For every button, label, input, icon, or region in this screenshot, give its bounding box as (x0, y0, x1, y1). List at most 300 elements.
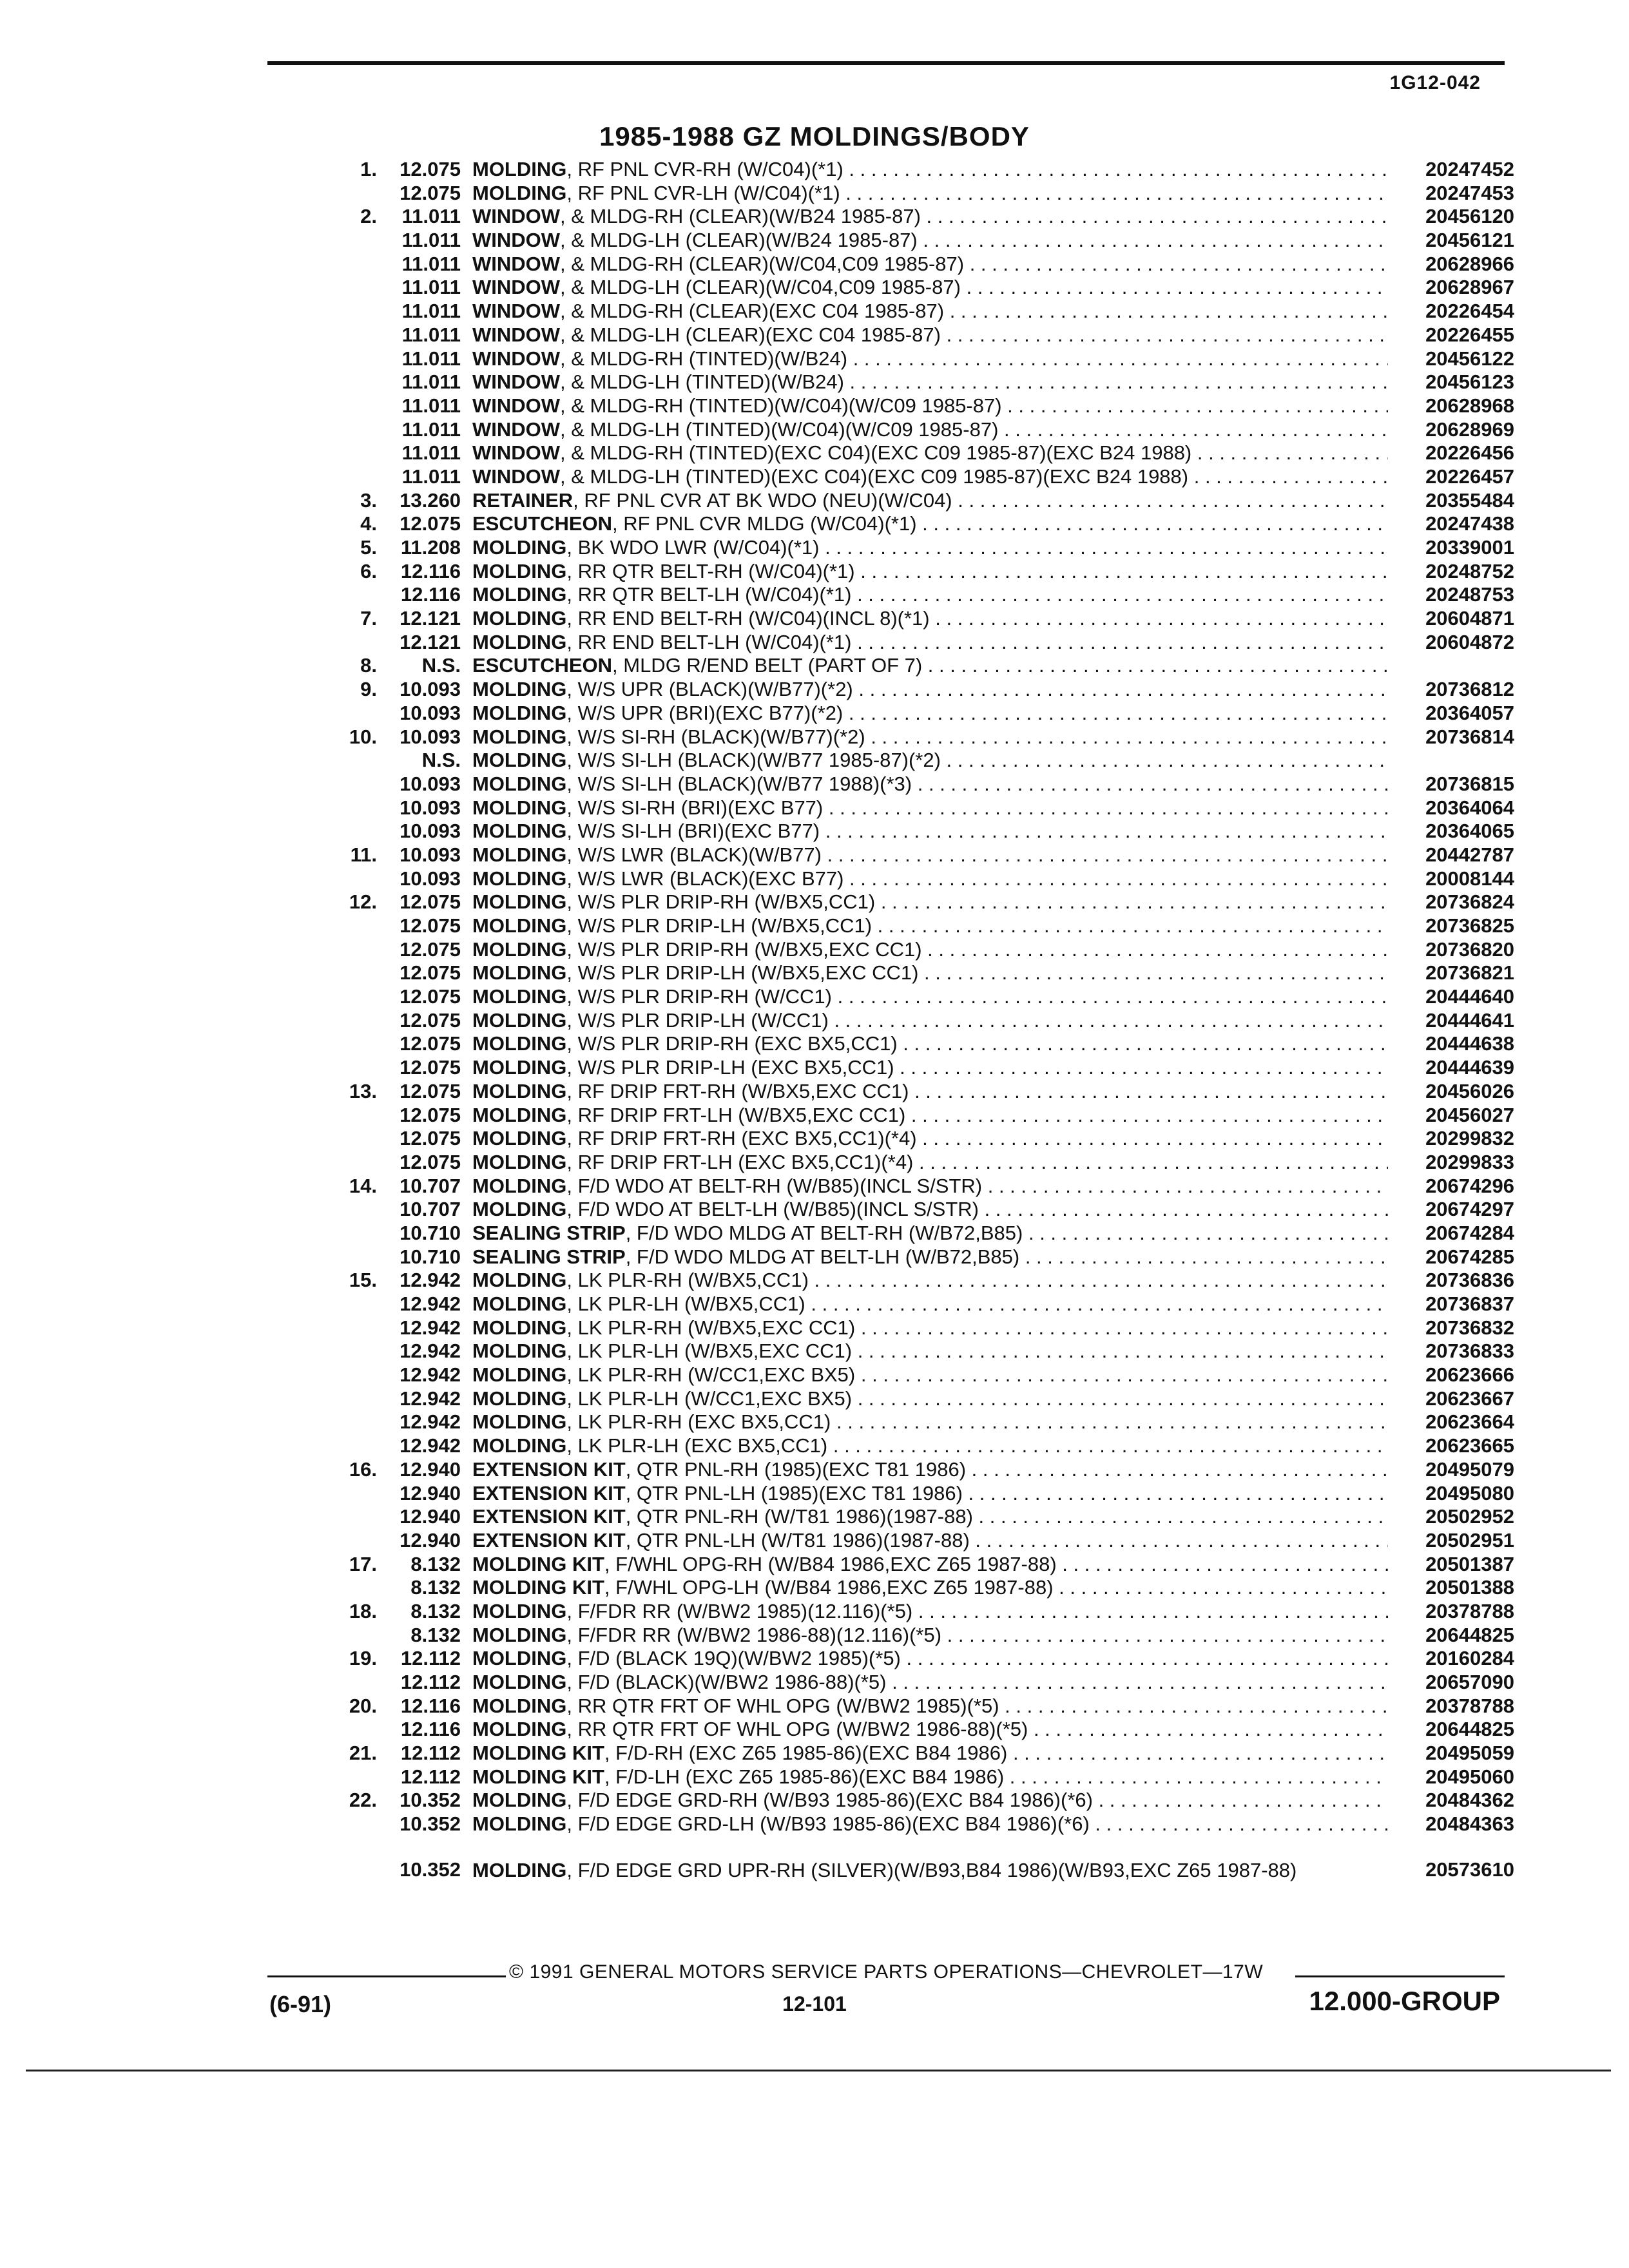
part-name: EXTENSION KIT (472, 1528, 626, 1552)
part-name: MOLDING (472, 937, 567, 961)
part-description (472, 1434, 1388, 1457)
part-number: 20736814 (1425, 725, 1514, 748)
part-row (303, 1458, 1514, 1482)
part-number: 20299832 (1425, 1127, 1514, 1150)
part-description (472, 370, 1388, 394)
part-description (472, 1009, 1388, 1032)
part-number: 20444639 (1425, 1056, 1514, 1079)
part-description (472, 1104, 1388, 1127)
part-spec: , BK WDO LWR (W/C04)(*1) (566, 536, 820, 559)
part-name: RETAINER (472, 488, 574, 512)
part-name: WINDOW (472, 229, 561, 252)
group-number: 10.093 (400, 725, 461, 748)
part-row (303, 1245, 1514, 1269)
part-number: 20736836 (1425, 1269, 1514, 1292)
part-row (303, 158, 1514, 182)
group-number: 12.940 (400, 1481, 461, 1504)
part-description (472, 1600, 1388, 1623)
group-number: 13.260 (400, 488, 461, 512)
part-description (472, 938, 1388, 961)
part-description (472, 678, 1388, 701)
part-description (472, 1340, 1388, 1363)
part-spec: , F/D WDO MLDG AT BELT-LH (W/B72,B85) (625, 1245, 1020, 1268)
group-number: 12.075 (400, 1127, 461, 1150)
group-number: 12.942 (400, 1387, 461, 1410)
part-row (303, 1080, 1514, 1104)
group-number: 12.942 (400, 1340, 461, 1363)
part-name: MOLDING (472, 630, 567, 653)
part-spec: , RF PNL CVR-LH (W/C04)(*1) (566, 181, 840, 204)
part-spec: , RR END BELT-RH (W/C04)(INCL 8)(*1) (566, 607, 930, 630)
part-spec: , F/D WDO MLDG AT BELT-RH (W/B72,B85) (625, 1221, 1023, 1244)
group-number: 10.093 (400, 796, 461, 819)
part-spec: , LK PLR-RH (W/BX5,EXC CC1) (566, 1316, 856, 1339)
part-row (303, 985, 1514, 1009)
group-number: 12.940 (400, 1505, 461, 1528)
part-spec: , RR END BELT-LH (W/C04)(*1) (566, 630, 852, 653)
part-spec: , F/D WDO AT BELT-LH (W/B85)(INCL S/STR) (566, 1198, 979, 1221)
part-description (472, 796, 1388, 820)
part-row (303, 843, 1514, 867)
group-number: 12.112 (400, 1671, 461, 1693)
part-name: MOLDING (472, 1008, 567, 1032)
ref-number: 8. (360, 654, 377, 677)
part-spec: , F/WHL OPG-LH (W/B84 1986,EXC Z65 1987-88) (604, 1576, 1054, 1599)
part-name: MOLDING (472, 1789, 567, 1812)
part-row (303, 678, 1514, 702)
part-description (472, 914, 1388, 937)
group-number: 12.942 (400, 1410, 461, 1434)
part-number: 20247438 (1425, 512, 1514, 535)
part-description (472, 1624, 1388, 1647)
part-number: 20623666 (1425, 1363, 1514, 1387)
part-row (303, 631, 1514, 655)
part-name: MOLDING (472, 985, 567, 1008)
part-name: WINDOW (472, 252, 561, 275)
part-description (472, 843, 1388, 867)
part-description (472, 890, 1388, 914)
part-spec: , LK PLR-RH (W/BX5,CC1) (566, 1269, 809, 1292)
part-number: 20248752 (1425, 559, 1514, 582)
part-description (472, 654, 1388, 677)
part-number: 20573610 (1425, 1858, 1514, 1881)
part-spec: , RR QTR BELT-LH (W/C04)(*1) (566, 583, 852, 606)
part-description (472, 229, 1388, 252)
part-spec: , RF DRIP FRT-LH (W/BX5,EXC CC1) (566, 1103, 906, 1126)
part-spec: , F/D-LH (EXC Z65 1985-86)(EXC B84 1986) (604, 1765, 1005, 1788)
part-spec: , & MLDG-LH (TINTED)(EXC C04)(EXC C09 1985-87)(EXC B24 1988) (560, 465, 1189, 488)
part-name: MOLDING (472, 1858, 567, 1881)
part-description (472, 441, 1388, 465)
part-number: 20623664 (1425, 1410, 1514, 1434)
part-row (303, 1600, 1514, 1624)
part-spec: , W/S SI-LH (BLACK)(W/B77 1985-87)(*2) (566, 749, 941, 772)
part-row (303, 820, 1514, 843)
part-spec: , RF DRIP FRT-RH (EXC BX5,CC1)(*4) (566, 1127, 917, 1150)
part-name: EXTENSION KIT (472, 1457, 626, 1481)
part-row (303, 1718, 1514, 1742)
part-row (303, 1434, 1514, 1458)
ref-number: 1. (360, 158, 377, 180)
part-name: MOLDING KIT (472, 1576, 604, 1599)
part-number: 20456026 (1425, 1079, 1514, 1102)
part-row (303, 370, 1514, 394)
part-row (303, 1127, 1514, 1151)
part-row (303, 1151, 1514, 1175)
part-number: 20299833 (1425, 1150, 1514, 1173)
ref-number: 5. (360, 536, 377, 559)
part-row (303, 323, 1514, 347)
group-number: 11.011 (401, 394, 461, 417)
copyright: © 1991 GENERAL MOTORS SERVICE PARTS OPERATIONS—CHEVROLET—17W (509, 1961, 1264, 1983)
part-description (472, 1765, 1388, 1789)
part-row (303, 465, 1514, 489)
part-spec: , LK PLR-LH (EXC BX5,CC1) (566, 1434, 828, 1457)
part-name: MOLDING (472, 181, 567, 204)
part-number: 20736837 (1425, 1293, 1514, 1315)
ref-number: 4. (360, 512, 377, 535)
part-number: 20623665 (1425, 1434, 1514, 1457)
part-spec: , W/S SI-RH (BLACK)(W/B77)(*2) (566, 725, 865, 748)
part-row (303, 1410, 1514, 1434)
part-spec: , QTR PNL-LH (W/T81 1986)(1987-88) (625, 1528, 970, 1552)
part-number: 20736820 (1425, 937, 1514, 961)
group-number: 12.942 (400, 1434, 461, 1457)
part-description (472, 1175, 1388, 1198)
group-number: 8.132 (410, 1623, 461, 1646)
part-spec: , RR QTR FRT OF WHL OPG (W/BW2 1986-88)(*5) (566, 1718, 1028, 1741)
part-description (472, 1056, 1388, 1079)
part-spec: , MLDG R/END BELT (PART OF 7) (612, 654, 923, 677)
part-row (303, 890, 1514, 914)
part-name: MOLDING (472, 1387, 567, 1410)
part-name: MOLDING (472, 1434, 567, 1457)
part-spec: , & MLDG-LH (CLEAR)(W/B24 1985-87) (560, 229, 918, 252)
ref-number: 6. (360, 559, 377, 582)
group-number: 12.121 (400, 630, 461, 653)
part-description (472, 1269, 1388, 1292)
part-row (303, 1765, 1514, 1789)
part-description (472, 1647, 1388, 1670)
part-row (303, 654, 1514, 678)
group-number: 11.208 (400, 536, 461, 559)
part-number: 20736825 (1425, 914, 1514, 937)
part-spec: , F/D EDGE GRD-LH (W/B93 1985-86)(EXC B84 1986)(*6) (566, 1812, 1090, 1836)
group-number: 12.075 (400, 1150, 461, 1173)
part-spec: , & MLDG-RH (CLEAR)(W/B24 1985-87) (560, 205, 921, 228)
part-description (472, 1080, 1388, 1103)
part-number: 20502952 (1425, 1505, 1514, 1528)
part-description (472, 583, 1388, 606)
part-description (472, 418, 1388, 441)
part-name: SEALING STRIP (472, 1221, 626, 1244)
ref-number: 22. (349, 1789, 377, 1812)
part-name: MOLDING (472, 701, 567, 724)
part-number: 20364057 (1425, 701, 1514, 724)
part-number: 20442787 (1425, 843, 1514, 866)
group-number: 10.093 (400, 843, 461, 866)
group-number: 12.075 (400, 1103, 461, 1126)
group-number: 11.011 (401, 465, 461, 488)
group-label: 12.000-GROUP (1309, 1986, 1500, 2016)
part-spec: , RF DRIP FRT-LH (EXC BX5,CC1)(*4) (566, 1150, 914, 1173)
part-description (472, 465, 1388, 488)
part-spec: , F/FDR RR (W/BW2 1986-88)(12.116)(*5) (566, 1623, 942, 1646)
part-spec: , W/S PLR DRIP-RH (W/BX5,EXC CC1) (566, 937, 922, 961)
part-name: MOLDING (472, 1363, 567, 1387)
part-number: 20604871 (1425, 607, 1514, 630)
part-number: 20502951 (1425, 1528, 1514, 1552)
part-description (472, 1742, 1388, 1765)
part-description (472, 323, 1388, 347)
part-spec: , F/D (BLACK)(W/BW2 1986-88)(*5) (566, 1671, 887, 1693)
part-name: MOLDING (472, 1718, 567, 1741)
part-name: MOLDING (472, 725, 567, 748)
part-name: WINDOW (472, 205, 561, 228)
part-number: 20501387 (1425, 1552, 1514, 1575)
part-row (303, 276, 1514, 300)
part-name: WINDOW (472, 370, 561, 394)
part-description (472, 1410, 1388, 1434)
group-number: 12.112 (400, 1647, 461, 1670)
part-row (303, 253, 1514, 276)
part-number: 20456027 (1425, 1103, 1514, 1126)
part-spec: , LK PLR-LH (W/BX5,EXC CC1) (566, 1340, 853, 1363)
part-name: MOLDING (472, 607, 567, 630)
part-name: MOLDING (472, 1174, 567, 1197)
group-number: 10.352 (400, 1812, 461, 1836)
part-spec: , LK PLR-LH (W/BX5,CC1) (566, 1293, 805, 1315)
part-row (303, 1812, 1514, 1836)
part-description (472, 394, 1388, 418)
part-row (303, 1363, 1514, 1387)
group-number: 8.132 (410, 1552, 461, 1575)
part-row (303, 394, 1514, 418)
part-description (472, 773, 1388, 796)
part-number: 20247452 (1425, 158, 1514, 180)
group-number: 11.011 (401, 347, 461, 370)
part-name: WINDOW (472, 418, 561, 441)
part-number: 20226454 (1425, 300, 1514, 323)
part-number: 20674284 (1425, 1221, 1514, 1244)
group-number: 12.121 (400, 607, 461, 630)
part-description (472, 1293, 1388, 1316)
part-spec: , F/FDR RR (W/BW2 1985)(12.116)(*5) (566, 1599, 913, 1622)
part-description (472, 1576, 1388, 1599)
part-number: 20226456 (1425, 441, 1514, 465)
part-row (303, 347, 1514, 371)
part-name: WINDOW (472, 465, 561, 488)
part-name: MOLDING (472, 890, 567, 914)
group-number: 12.942 (400, 1363, 461, 1387)
part-name: MOLDING (472, 1127, 567, 1150)
part-number: 20736824 (1425, 890, 1514, 914)
part-name: MOLDING (472, 1056, 567, 1079)
part-spec: , W/S PLR DRIP-LH (W/BX5,EXC CC1) (566, 961, 919, 985)
part-number: 20674296 (1425, 1174, 1514, 1197)
part-description (472, 1387, 1388, 1410)
part-name: MOLDING (472, 559, 567, 582)
part-row (303, 536, 1514, 560)
part-description (472, 1505, 1388, 1528)
part-spec: , F/D (BLACK 19Q)(W/BW2 1985)(*5) (566, 1647, 901, 1670)
part-spec: , W/S LWR (BLACK)(EXC B77) (566, 867, 844, 890)
part-name: MOLDING (472, 583, 567, 606)
part-number: 20657090 (1425, 1671, 1514, 1693)
group-number: 12.116 (400, 583, 461, 606)
part-name: WINDOW (472, 323, 561, 346)
part-number: 20444640 (1425, 985, 1514, 1008)
group-number: 12.940 (400, 1457, 461, 1481)
part-number: 20160284 (1425, 1647, 1514, 1670)
part-number: 20484363 (1425, 1812, 1514, 1836)
part-number: 20736821 (1425, 961, 1514, 985)
part-spec: , LK PLR-RH (EXC BX5,CC1) (566, 1410, 831, 1434)
part-spec: , F/D WDO AT BELT-RH (W/B85)(INCL S/STR) (566, 1174, 983, 1197)
part-spec: , W/S UPR (BRI)(EXC B77)(*2) (566, 701, 843, 724)
group-number: N.S. (421, 749, 461, 772)
part-description (472, 1671, 1388, 1694)
part-description (472, 347, 1388, 370)
part-description (472, 1363, 1388, 1387)
part-number: 20495079 (1425, 1457, 1514, 1481)
part-row (303, 1742, 1514, 1765)
part-spec: , QTR PNL-RH (1985)(EXC T81 1986) (625, 1457, 967, 1481)
part-description (472, 300, 1388, 323)
parts-list (303, 158, 1514, 1881)
part-spec: , & MLDG-LH (CLEAR)(W/C04,C09 1985-87) (560, 276, 961, 299)
part-description (472, 489, 1388, 512)
group-number: 10.707 (400, 1174, 461, 1197)
part-spec: , W/S SI-LH (BRI)(EXC B77) (566, 820, 820, 843)
part-name: MOLDING (472, 1079, 567, 1102)
part-name: MOLDING (472, 796, 567, 819)
group-number: 12.116 (400, 1694, 461, 1717)
group-number: 11.011 (401, 370, 461, 394)
part-row (303, 796, 1514, 820)
part-name: MOLDING (472, 1103, 567, 1126)
part-row (303, 1222, 1514, 1245)
group-number: 12.075 (400, 181, 461, 204)
part-number: 20226457 (1425, 465, 1514, 488)
part-row (303, 560, 1514, 584)
part-number: 20247453 (1425, 181, 1514, 204)
part-row (303, 938, 1514, 962)
part-number: 20495080 (1425, 1481, 1514, 1504)
part-row (303, 961, 1514, 985)
part-spec: , & MLDG-RH (TINTED)(EXC C04)(EXC C09 1985-87)(EXC B24 1988) (560, 441, 1192, 465)
group-number: 12.942 (400, 1316, 461, 1339)
part-name: MOLDING (472, 1623, 567, 1646)
part-description (472, 158, 1388, 181)
part-spec: , RF PNL CVR AT BK WDO (NEU)(W/C04) (573, 488, 952, 512)
part-number: 20484362 (1425, 1789, 1514, 1812)
part-description (472, 1695, 1388, 1718)
part-name: SEALING STRIP (472, 1245, 626, 1268)
part-description (472, 702, 1388, 725)
group-number: 10.710 (400, 1245, 461, 1268)
part-row (303, 867, 1514, 891)
part-name: WINDOW (472, 276, 561, 299)
group-number: 12.112 (400, 1742, 461, 1765)
part-number: 20736833 (1425, 1340, 1514, 1363)
ref-number: 3. (360, 488, 377, 512)
part-row (303, 607, 1514, 631)
part-row (303, 1482, 1514, 1506)
group-number: 11.011 (401, 229, 461, 252)
part-row (303, 205, 1514, 229)
part-name: MOLDING (472, 1694, 567, 1717)
part-row (303, 1340, 1514, 1363)
part-number: 20736815 (1425, 772, 1514, 795)
part-description (472, 560, 1388, 583)
part-row (303, 749, 1514, 773)
part-spec: , & MLDG-RH (CLEAR)(W/C04,C09 1985-87) (560, 252, 965, 275)
group-number: 10.093 (400, 820, 461, 843)
part-spec: , LK PLR-LH (W/CC1,EXC BX5) (566, 1387, 853, 1410)
page-number: 12-101 (782, 1992, 847, 2015)
part-spec: , RR QTR BELT-RH (W/C04)(*1) (566, 559, 855, 582)
group-number: 10.352 (400, 1858, 461, 1881)
part-number: 20248753 (1425, 583, 1514, 606)
group-number: 10.093 (400, 678, 461, 701)
part-name: MOLDING (472, 843, 567, 866)
part-number: 20339001 (1425, 536, 1514, 559)
part-description (472, 1458, 1388, 1481)
part-name: MOLDING (472, 1671, 567, 1693)
part-spec: , W/S UPR (BLACK)(W/B77)(*2) (566, 678, 853, 701)
part-description (472, 253, 1388, 276)
part-number: 20628967 (1425, 276, 1514, 299)
top-rule (267, 61, 1505, 65)
part-name: MOLDING (472, 961, 567, 985)
ref-number: 12. (349, 890, 377, 914)
group-number: 12.116 (400, 1718, 461, 1741)
part-row (303, 441, 1514, 465)
part-description (472, 1789, 1388, 1812)
part-row (303, 418, 1514, 442)
part-spec: , W/S PLR DRIP-LH (W/CC1) (566, 1008, 829, 1032)
part-name: MOLDING (472, 1647, 567, 1670)
part-row (303, 1836, 1514, 1881)
ref-number: 11. (350, 843, 377, 866)
part-row (303, 1316, 1514, 1340)
part-row (303, 1104, 1514, 1128)
group-number: 11.011 (401, 205, 461, 228)
part-number: 20444638 (1425, 1032, 1514, 1055)
part-description (472, 182, 1388, 205)
part-spec: , & MLDG-RH (CLEAR)(EXC C04 1985-87) (560, 300, 945, 323)
group-number: 12.075 (400, 1056, 461, 1079)
part-name: MOLDING (472, 1812, 567, 1836)
part-spec: , & MLDG-RH (TINTED)(W/B24) (560, 347, 848, 370)
part-row (303, 1553, 1514, 1577)
group-number: 12.075 (400, 937, 461, 961)
part-spec: , & MLDG-RH (TINTED)(W/C04)(W/C09 1985-87) (560, 394, 1002, 417)
part-name: ESCUTCHEON (472, 512, 613, 535)
part-spec: , F/D EDGE GRD-RH (W/B93 1985-86)(EXC B84 1986)(*6) (566, 1789, 1093, 1812)
part-row (303, 1695, 1514, 1718)
part-row (303, 1269, 1514, 1293)
part-number: 20456122 (1425, 347, 1514, 370)
part-row (303, 1671, 1514, 1695)
part-name: MOLDING (472, 867, 567, 890)
part-description (472, 1151, 1388, 1174)
part-spec: , F/D EDGE GRD UPR-RH (SILVER)(W/B93,B84 1986)(W/B93,EXC Z65 1987-88) (566, 1858, 1297, 1881)
group-number: 12.075 (400, 512, 461, 535)
ref-number: 15. (349, 1269, 377, 1292)
part-name: MOLDING KIT (472, 1552, 604, 1575)
